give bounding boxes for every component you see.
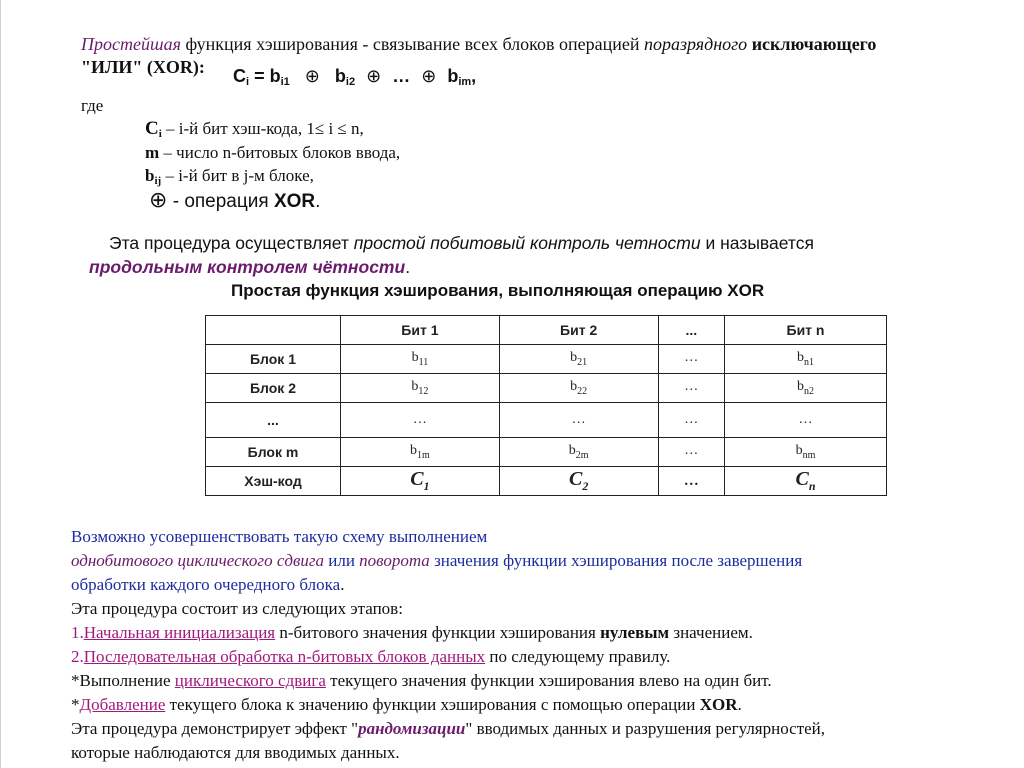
bottom-line-2: однобитового циклического сдвига или поворота значения функции хэширования после завершения xyxy=(71,551,803,570)
table-cell: … xyxy=(341,403,500,438)
stage-1: 1.Начальная инициализация n-битового значения функции хэширования нулевым значением. xyxy=(71,623,753,642)
bottom-line-3: обработки каждого очередного блока. xyxy=(71,575,345,594)
hash-table xyxy=(205,315,887,496)
table-cell: … xyxy=(499,403,658,438)
table-cell: $b_{22}$ xyxy=(499,374,658,403)
where-label: где xyxy=(81,96,104,115)
table-row xyxy=(206,403,887,438)
table-title: Простая функция хэширования, выполняющая операцию XOR xyxy=(231,281,765,300)
oplus-icon: ⊕ xyxy=(421,66,437,86)
word-simplest: Простейшая xyxy=(81,34,181,54)
table-cell: … xyxy=(725,403,887,438)
oplus-icon: ⊕ xyxy=(149,187,168,212)
hash-cell: $C_n$ xyxy=(725,467,887,496)
table-cell: $b_{1m}$ xyxy=(341,438,500,467)
row-header: Хэш-код xyxy=(206,467,341,496)
word-bitwise: поразрядного xyxy=(643,34,748,54)
row-header: Блок 2 xyxy=(206,374,341,403)
stages-intro: Эта процедура состоит из следующих этапов: xyxy=(71,599,403,618)
table-cell: $b_{n1}$ xyxy=(725,345,887,374)
oplus-icon: ⊕ xyxy=(366,66,382,86)
procedure-line-2: продольным контролем чётности. xyxy=(89,257,411,277)
table-row xyxy=(206,374,887,403)
cyclic-shift-link[interactable]: циклического сдвига xyxy=(174,671,326,690)
table-cell: $b_{12}$ xyxy=(341,374,500,403)
table-cell: $b_{11}$ xyxy=(341,345,500,374)
hash-cell: $C_1$ xyxy=(341,467,500,496)
table-cell: $b_{2m}$ xyxy=(499,438,658,467)
definition-b: bij – i-й бит в j-м блоке, xyxy=(145,166,314,187)
table-cell: … xyxy=(658,345,724,374)
addition-link[interactable]: Добавление xyxy=(79,695,166,714)
initialization-link[interactable]: Начальная инициализация xyxy=(83,623,276,642)
row-header: ... xyxy=(206,403,341,438)
stage-shift: *Выполнение циклического сдвига текущего значения функции хэширования влево на один бит. xyxy=(71,671,772,690)
row-header: Блок m xyxy=(206,438,341,467)
table-cell: … xyxy=(658,403,724,438)
intro-line-1 xyxy=(81,34,876,55)
hash-cell: $C_2$ xyxy=(499,467,658,496)
randomization-line: Эта процедура демонстрирует эффект "рандомизации" вводимых данных и разрушения регулярностей, xyxy=(71,719,826,738)
hash-cell: … xyxy=(658,467,724,496)
definition-c: Ci – i-й бит хэш-кода, 1≤ i ≤ n, xyxy=(145,118,364,140)
procedure-line-1: Эта процедура осуществляет простой побитовый контроль четности и называется xyxy=(109,233,814,253)
column-header: Бит 2 xyxy=(499,316,658,345)
table-row xyxy=(206,438,887,467)
table-row xyxy=(206,345,887,374)
table-cell: $b_{nm}$ xyxy=(725,438,887,467)
bottom-line-1: Возможно усовершенствовать такую схему выполнением xyxy=(71,527,488,546)
regularities-line: которые наблюдаются для вводимых данных. xyxy=(71,743,400,762)
block-processing-link[interactable]: Последовательная обработка n-битовых блоков данных xyxy=(83,647,486,666)
word-exclusive: исключающего xyxy=(747,34,877,54)
table-header-row xyxy=(206,316,887,345)
hash-code-row xyxy=(206,467,887,496)
stage-2: 2.Последовательная обработка n-битовых блоков данных по следующему правилу. xyxy=(71,647,671,666)
randomization-term: рандомизации xyxy=(358,719,466,738)
row-header: Блок 1 xyxy=(206,345,341,374)
column-header: Бит n xyxy=(725,316,887,345)
intro-line-2: "ИЛИ" (XOR): xyxy=(81,57,205,77)
table-cell: … xyxy=(658,438,724,467)
table-corner-cell xyxy=(206,316,341,345)
definition-xor: ⊕ - операция XOR. xyxy=(149,187,321,212)
table-cell: … xyxy=(658,374,724,403)
formula-c: C xyxy=(233,66,246,86)
table-cell: $b_{n2}$ xyxy=(725,374,887,403)
longitudinal-parity-term: продольным контролем чётности xyxy=(89,257,406,277)
intro-text: функция хэширования - связывание всех блоков операцией xyxy=(180,34,644,54)
oplus-icon: ⊕ xyxy=(304,66,320,86)
column-header: ... xyxy=(658,316,724,345)
table-cell: $b_{21}$ xyxy=(499,345,658,374)
parity-check-term: простой побитовый контроль четности xyxy=(353,233,701,253)
stage-add: *Добавление текущего блока к значению функции хэширования с помощью операции XOR. xyxy=(71,695,742,714)
definition-m: m – число n-битовых блоков ввода, xyxy=(145,143,401,162)
column-header: Бит 1 xyxy=(341,316,500,345)
xor-formula: Ci = bi1 ⊕ bi2 ⊕ … ⊕ bim, xyxy=(233,66,477,88)
